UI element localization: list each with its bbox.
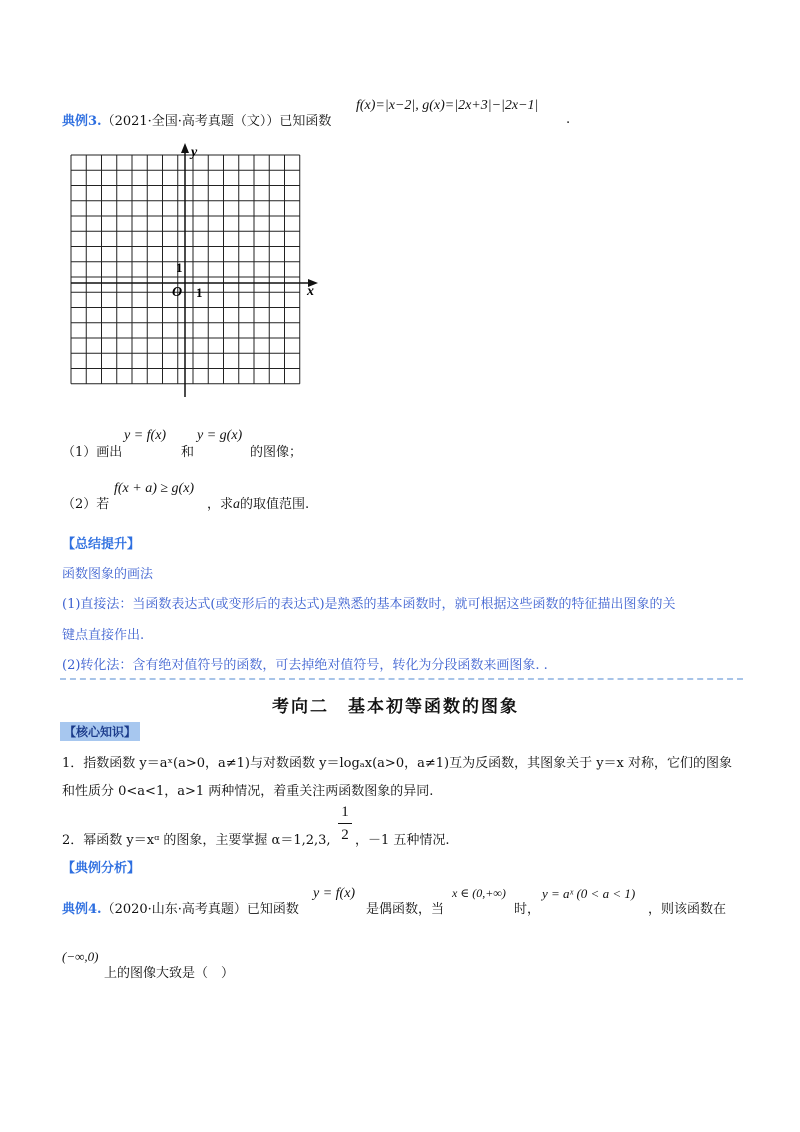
q2-suffix: 的取值范围.: [240, 497, 310, 512]
summary-item1-line1: (1)直接法：当函数表达式(或变形后的表达式)是熟悉的基本函数时，就可根据这些函数的特征描出图象的关: [62, 597, 676, 612]
example4-expr: y = aˣ (0 < a < 1): [542, 886, 636, 901]
q1-f-formula: y = f(x): [124, 428, 167, 443]
unit-x-label: 1: [196, 285, 203, 300]
example4-mid1: 是偶函数，当: [366, 902, 445, 917]
example4-source: （2020·山东·高考真题）已知函数: [101, 902, 299, 917]
section-divider: [60, 678, 743, 680]
knowledge-p2-prefix: 2．幂函数 y＝xᵅ 的图象，主要掌握 α＝1,2,3,: [62, 833, 331, 848]
origin-label: O: [172, 285, 183, 300]
example4-label: 典例4.: [62, 902, 102, 917]
summary-item2: (2)转化法：含有绝对值符号的函数，可去掉绝对值符号，转化为分段函数来画图象. .: [62, 658, 548, 673]
y-axis-arrow: [181, 143, 189, 153]
q2-var: a: [233, 497, 241, 512]
knowledge-p1-line2: 和性质分 0<a<1，a>1 两种情况，着重关注两函数图象的异同.: [62, 784, 434, 799]
q2-mid: ，求: [207, 497, 234, 512]
example3-end: .: [566, 112, 571, 127]
example3-formula: f(x)=|x−2|, g(x)=|2x+3|−|2x−1|: [356, 98, 539, 113]
fraction-bar: [338, 823, 352, 824]
question-2-rest: [207, 493, 309, 513]
q2-condition: f(x + a) ≥ g(x): [114, 481, 195, 496]
example3-line: [62, 110, 331, 129]
example4-interval: (−∞,0): [62, 949, 99, 964]
example3-source: （2021·全国·高考真题（文））已知函数: [101, 114, 332, 129]
summary-title: 函数图象的画法: [62, 567, 154, 582]
example4-domain: x ∈ (0,+∞): [452, 886, 506, 900]
core-knowledge-badge: 【核心知识】: [60, 722, 140, 741]
coordinate-grid: [60, 140, 330, 405]
knowledge-p2-suffix: ，－1 五种情况.: [355, 833, 450, 848]
example4-f: y = f(x): [313, 886, 356, 901]
q1-suffix: 的图像；: [250, 445, 303, 460]
example4-tail: 上的图像大致是（ ）: [104, 966, 235, 981]
summary-header: 【总结提升】: [62, 537, 141, 552]
example4-mid3: ，则该函数在: [648, 902, 727, 917]
q1-g-formula: y = g(x): [197, 428, 243, 443]
x-axis: [71, 279, 318, 287]
summary-item1-line2: 键点直接作出.: [62, 628, 145, 643]
analysis-header: 【典例分析】: [62, 861, 141, 876]
y-axis-label: y: [191, 145, 198, 160]
example3-label: 典例3.: [62, 114, 102, 129]
example4-mid2: 时，: [514, 902, 541, 917]
unit-y-label: 1: [176, 260, 183, 275]
q1-prefix: （1）画出: [62, 445, 123, 460]
knowledge-p1-line1: 1．指数函数 y＝aˣ(a>0，a≠1)与对数函数 y＝logₐx(a>0，a≠1)互为反函数，其图象关于 y＝x 对称，它们的图象: [62, 756, 733, 771]
x-axis-label: x: [307, 284, 314, 299]
example4-line: [62, 898, 299, 917]
q2-prefix: （2）若: [62, 497, 110, 512]
section2-title: 考向二 基本初等函数的图象: [272, 697, 519, 717]
fraction-numerator: 1: [341, 804, 349, 820]
q1-and: 和: [181, 445, 195, 460]
fraction-denominator: 2: [341, 827, 349, 843]
question-1: [62, 441, 122, 460]
fraction-one-half: [338, 803, 352, 844]
